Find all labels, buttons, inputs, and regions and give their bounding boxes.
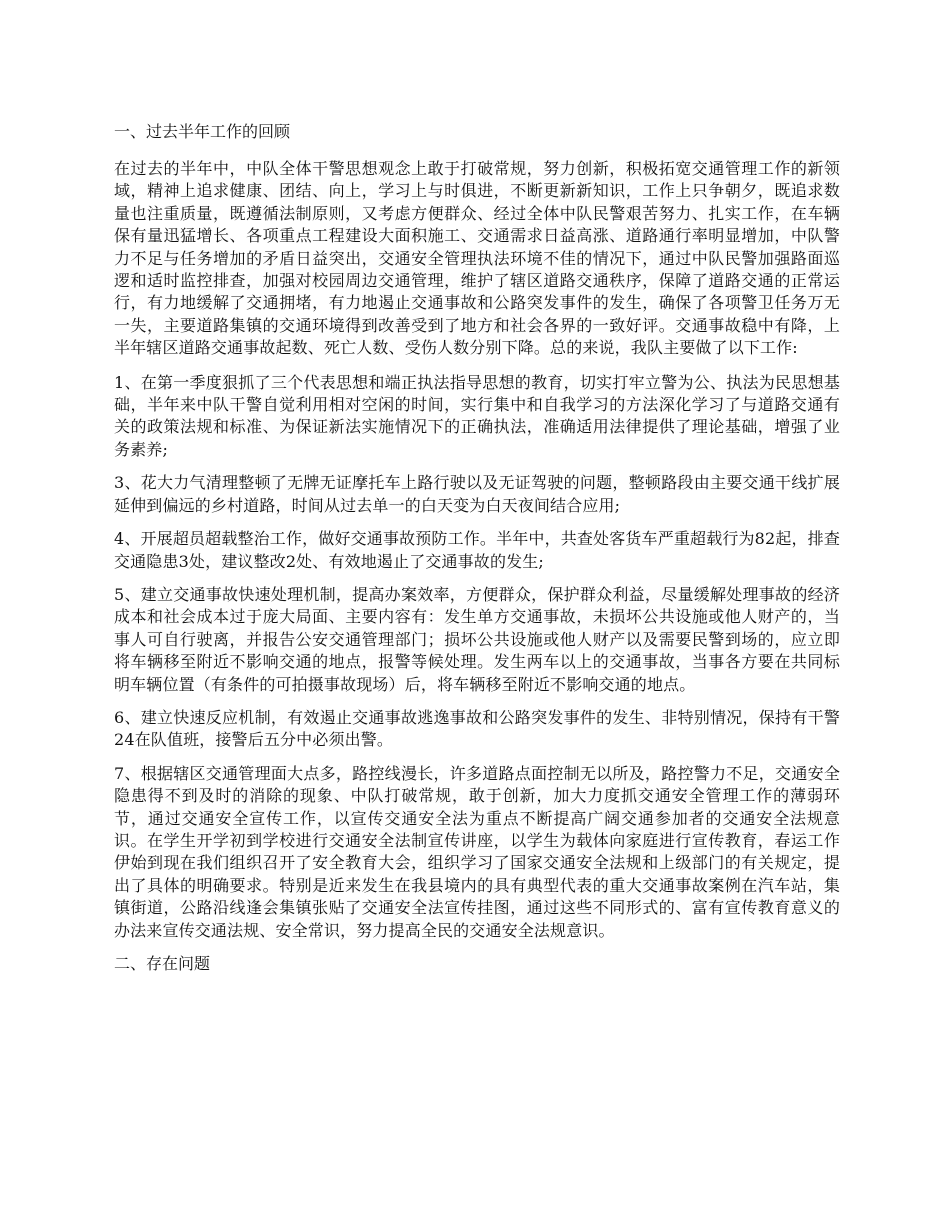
work-item-6: 6、建立快速反应机制，有效遏止交通事故逃逸事故和公路突发事件的发生、非特别情况，保持有干警24在队值班，接警后五分中必须出警。 (114, 707, 840, 750)
intro-paragraph: 在过去的半年中，中队全体干警思想观念上敢于打破常规，努力创新，积极拓宽交通管理工作的新领域，精神上追求健康、团结、向上，学习上与时俱进，不断更新新知识，工作上只争朝夕，既追求数量也注重质量，既遵循法制原则，又考虑方便群众、经过全体中队民警艰苦努力、扎实工作，在车辆保有量迅猛增长、各项重点工程建设大面积施工、交通需求日益高涨、道路通行率明显增加，中队警力不足与任务增加的矛盾日益突出，交通安全管理执法环境不佳的情况下，通过中队民警加强路面巡逻和适时监控排查，加强对校园周边交通管理，维护了辖区道路交通秩序，保障了道路交通的正常运行，有力地缓解了交通拥堵，有力地遏止交通事故和公路突发事件的发生，确保了各项警卫任务万无一失，主要道路集镇的交通环境得到改善受到了地方和社会各界的一致好评。交通事故稳中有降，上半年辖区道路交通事故起数、死亡人数、受伤人数分别下降。总的来说，我队主要做了以下工作: (114, 159, 840, 358)
work-item-1: 1、在第一季度狠抓了三个代表思想和端正执法指导思想的教育，切实打牢立警为公、执法为民思想基础，半年来中队干警自觉利用相对空闲的时间，实行集中和自我学习的方法深化学习了与道路交通有关的政策法规和标准、为保证新法实施情况下的正确执法，准确适用法律提供了理论基础，增强了业务素养; (114, 372, 840, 459)
work-item-3: 3、花大力气清理整顿了无牌无证摩托车上路行驶以及无证驾驶的问题，整顿路段由主要交通干线扩展延伸到偏远的乡村道路，时间从过去单一的白天变为白天夜间结合应用; (114, 473, 840, 515)
work-item-4: 4、开展超员超载整治工作，做好交通事故预防工作。半年中，共查处客货车严重超载行为82起，排查交通隐患3处，建议整改2处、有效地遏止了交通事故的发生; (114, 529, 840, 571)
document-page (114, 121, 840, 990)
section-heading-problems: 二、存在问题 (114, 954, 211, 973)
work-item-5: 5、建立交通事故快速处理机制，提高办案效率，方便群众，保护群众利益，尽量缓解处理事故的经济成本和社会成本过于庞大局面、主要内容有：发生单方交通事故，未损坏公共设施或他人财产的，当事人可自行驶离，并报告公安交通管理部门；损坏公共设施或他人财产以及需要民警到场的，应立即将车辆移至附近不影响交通的地点，报警等候处理。发生两车以上的交通事故，当事各方要在共同标明车辆位置（有条件的可拍摄事故现场）后，将车辆移至附近不影响交通的地点。 (114, 584, 840, 694)
work-item-7: 7、根据辖区交通管理面大点多，路控线漫长，许多道路点面控制无以所及，路控警力不足，交通安全隐患得不到及时的消除的现象、中队打破常规，敢于创新，加大力度抓交通安全管理工作的薄弱环节，通过交通安全宣传工作，以宣传交通安全法为重点不断提高广阔交通参加者的交通安全法规意识。在学生开学初到学校进行交通安全法制宣传讲座，以学生为载体向家庭进行宣传教育，春运工作伊始到现在我们组织召开了安全教育大会，组织学习了国家交通安全法规和上级部门的有关规定，提出了具体的明确要求。特别是近来发生在我县境内的具有典型代表的重大交通事故案例在汽车站，集镇街道，公路沿线逢会集镇张贴了交通安全法宣传挂图，通过这些不同形式的、富有宣传教育意义的办法来宣传交通法规、安全常识，努力提高全民的交通安全法规意识。 (114, 763, 840, 940)
section-heading-review: 一、过去半年工作的回顾 (114, 122, 291, 141)
